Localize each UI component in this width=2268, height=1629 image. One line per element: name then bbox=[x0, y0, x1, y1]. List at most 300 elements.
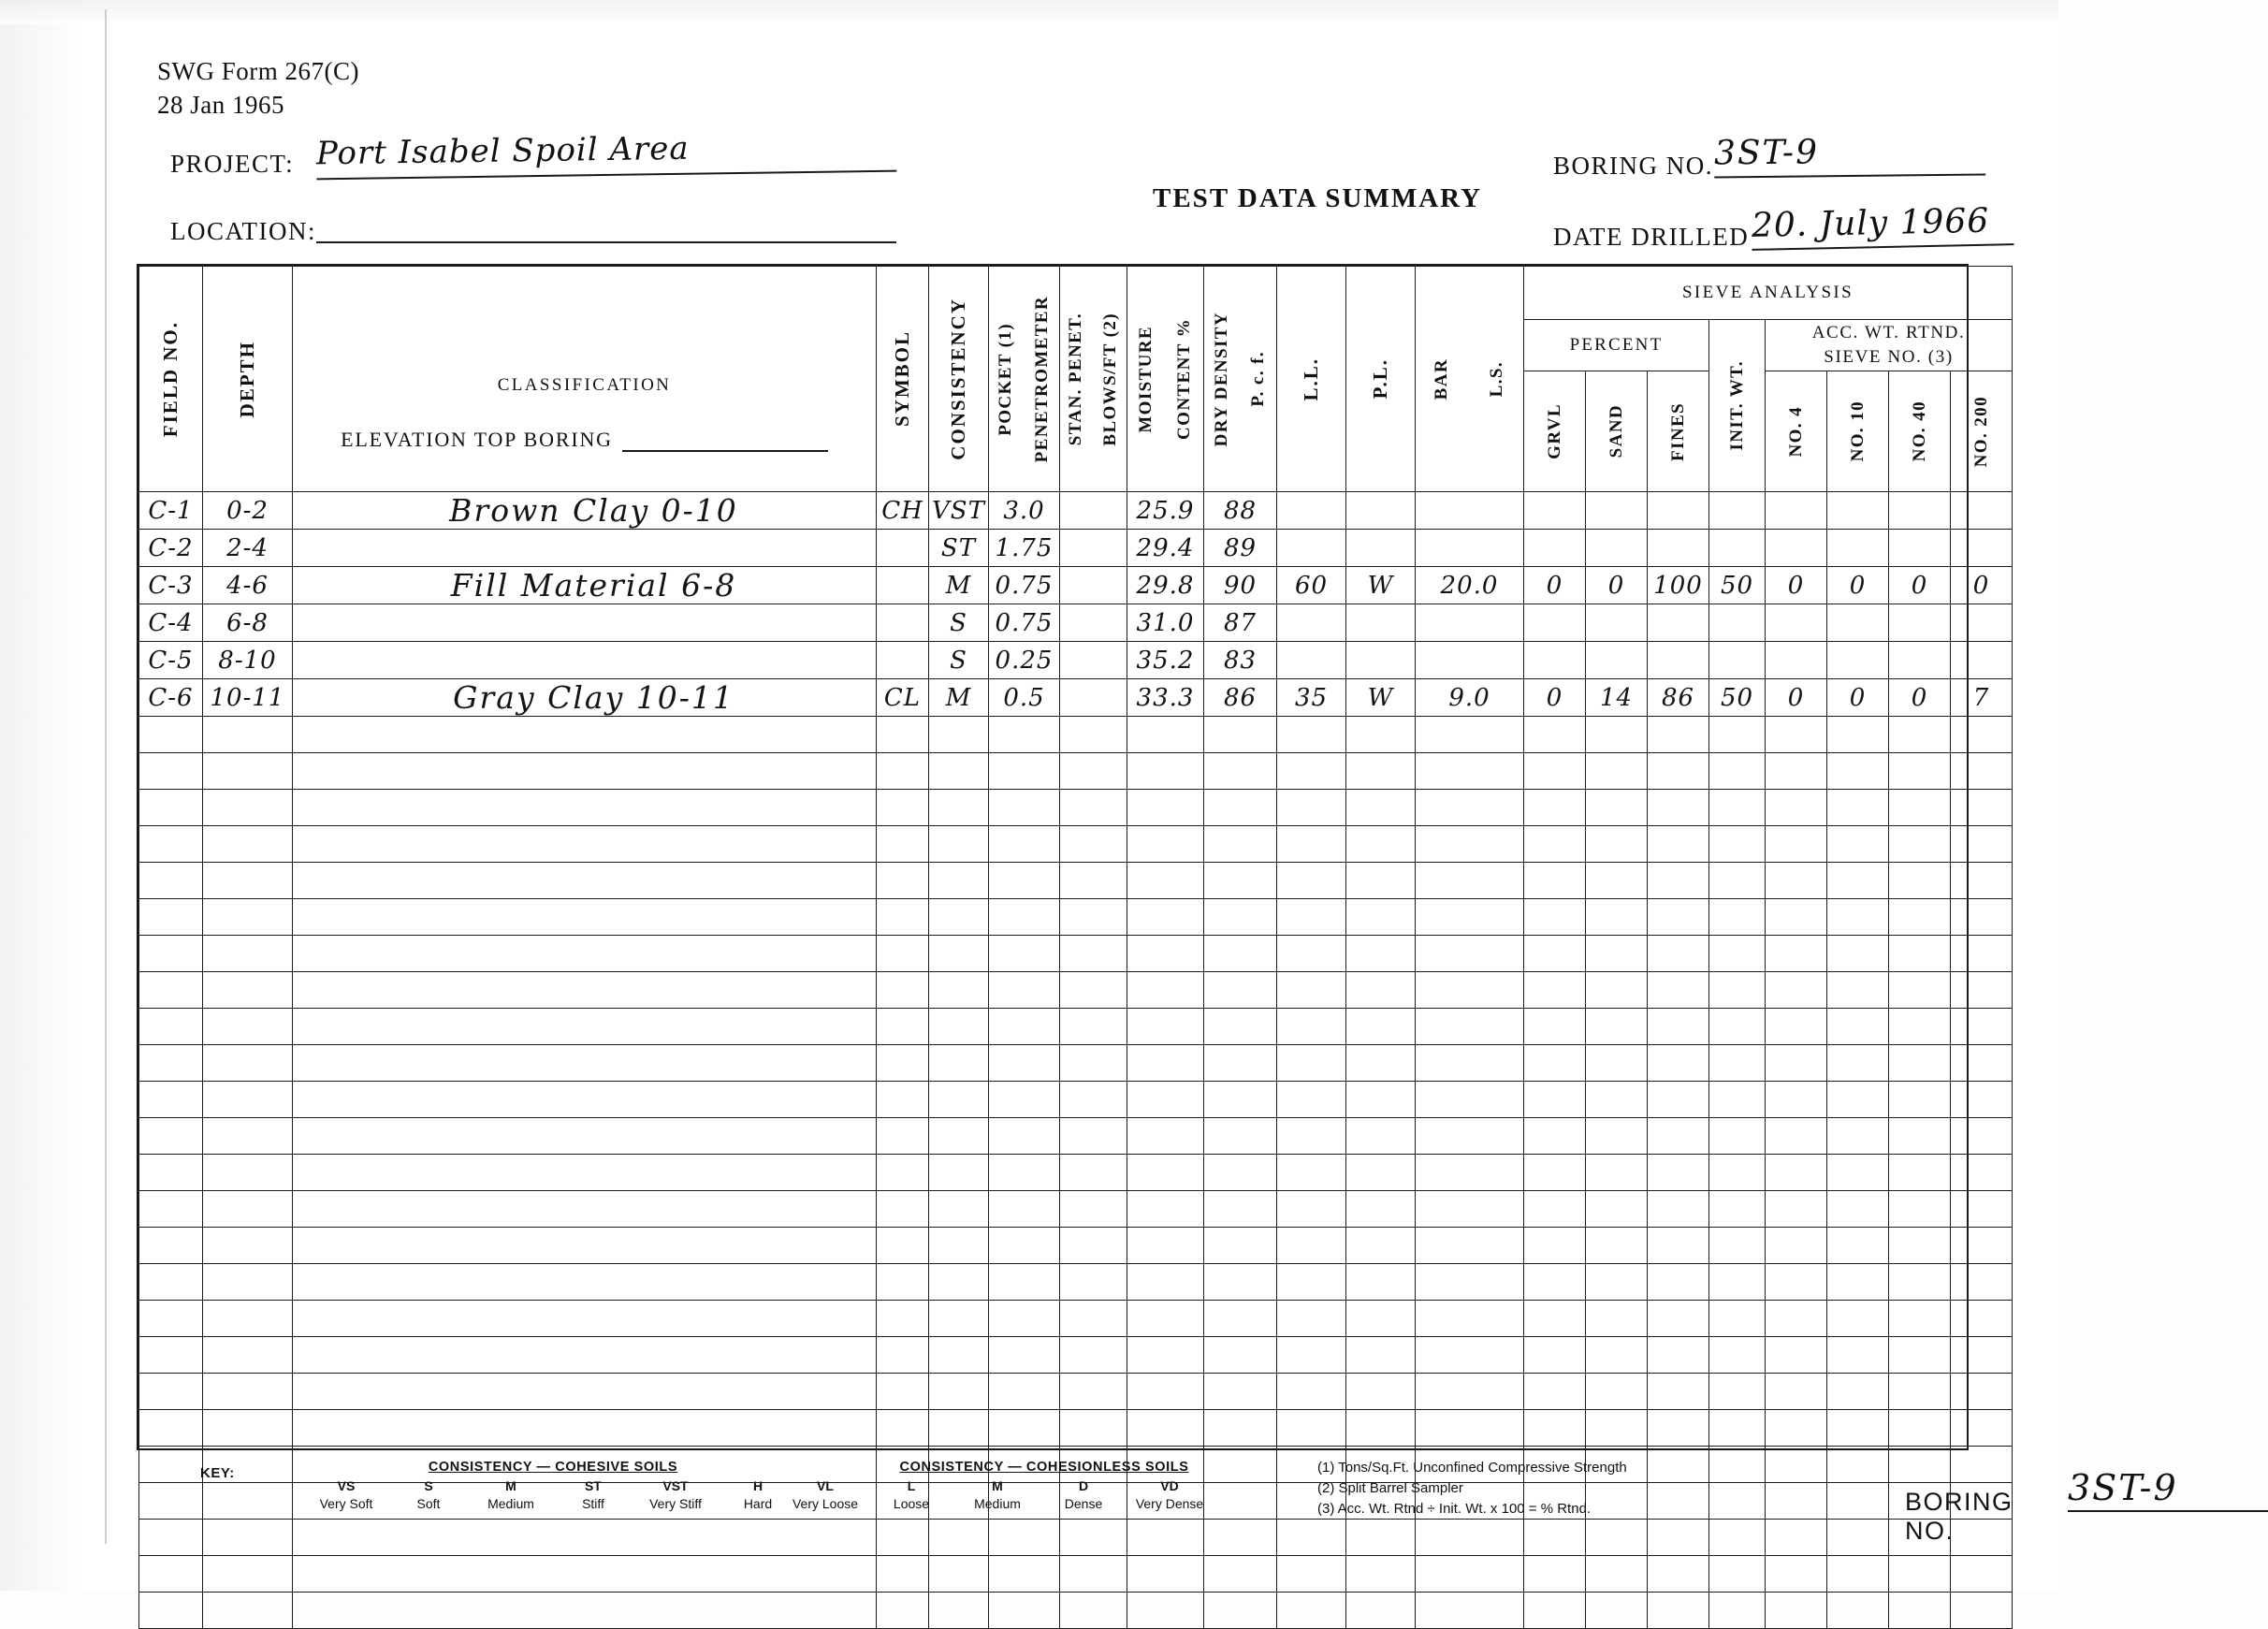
cell-empty bbox=[203, 1483, 293, 1520]
cell-empty bbox=[1127, 1556, 1204, 1593]
col-head-no-40-label: NO. 40 bbox=[1909, 400, 1929, 462]
cell-empty bbox=[1060, 1118, 1127, 1155]
cell-classification-value bbox=[575, 530, 594, 566]
cell-empty bbox=[1127, 1155, 1204, 1191]
cell-empty bbox=[1648, 826, 1709, 863]
cell-empty bbox=[1951, 1191, 2013, 1228]
cell-empty bbox=[989, 1337, 1060, 1374]
cell-empty bbox=[1524, 753, 1586, 790]
table-row bbox=[139, 642, 2013, 679]
cell-empty bbox=[1827, 1556, 1889, 1593]
cell-empty bbox=[1127, 1593, 1204, 1629]
cell-empty bbox=[1127, 1228, 1204, 1264]
cell-empty bbox=[1060, 753, 1127, 790]
cell-empty bbox=[989, 1264, 1060, 1301]
cell-plastic-limit bbox=[1346, 604, 1416, 642]
cell-empty bbox=[1766, 899, 1827, 936]
cell-empty bbox=[1889, 936, 1951, 972]
cell-empty bbox=[1127, 1264, 1204, 1301]
cell-empty bbox=[877, 972, 929, 1009]
table-row bbox=[139, 530, 2013, 567]
cell-empty bbox=[139, 1483, 203, 1520]
cell-empty bbox=[1204, 1191, 1277, 1228]
cell-empty bbox=[139, 1374, 203, 1410]
cell-empty bbox=[1827, 1374, 1889, 1410]
table-row-empty bbox=[139, 1410, 2013, 1447]
cell-empty bbox=[1060, 1009, 1127, 1045]
cell-empty bbox=[989, 1009, 1060, 1045]
cell-empty bbox=[929, 826, 989, 863]
cell-empty bbox=[1709, 1082, 1766, 1118]
cell-empty bbox=[1416, 1374, 1524, 1410]
cell-empty bbox=[203, 1301, 293, 1337]
form-number: SWG Form 267(C) bbox=[157, 57, 359, 85]
col-head-pocket-penetrometer bbox=[989, 267, 1060, 492]
cell-plastic-limit-value: W bbox=[1367, 571, 1394, 600]
col-head-liquid-limit bbox=[1277, 267, 1346, 492]
cell-empty bbox=[877, 1410, 929, 1447]
cell-empty bbox=[1060, 972, 1127, 1009]
cell-acc-no-4 bbox=[1766, 567, 1827, 604]
cell-field-no bbox=[139, 492, 203, 530]
cell-dry-density bbox=[1204, 642, 1277, 679]
cell-acc-no-40 bbox=[1889, 604, 1951, 642]
cell-empty bbox=[929, 1191, 989, 1228]
cell-empty bbox=[293, 1191, 877, 1228]
cell-empty bbox=[1060, 1593, 1127, 1629]
cell-acc-no-4 bbox=[1766, 530, 1827, 567]
cell-empty bbox=[293, 899, 877, 936]
cell-empty bbox=[989, 899, 1060, 936]
footer-boring-no-value: 3ST-9 bbox=[2068, 1467, 2268, 1512]
cell-empty bbox=[1416, 1045, 1524, 1082]
cell-depth bbox=[203, 492, 293, 530]
key-cohesive-title: CONSISTENCY — COHESIVE SOILS bbox=[428, 1460, 678, 1475]
cell-empty bbox=[1277, 1556, 1346, 1593]
cell-empty bbox=[1346, 1556, 1416, 1593]
cell-empty bbox=[1827, 1009, 1889, 1045]
col-head-no-10 bbox=[1827, 371, 1889, 492]
cell-empty bbox=[1766, 1045, 1827, 1082]
cell-empty bbox=[1766, 753, 1827, 790]
cell-empty bbox=[1346, 1520, 1416, 1556]
key-cohesive-term: Soft bbox=[416, 1496, 441, 1511]
cell-symbol bbox=[877, 604, 929, 642]
cell-empty bbox=[1951, 1556, 2013, 1593]
col-head-sand bbox=[1586, 371, 1648, 492]
key-cohesive-terms-row bbox=[305, 1496, 801, 1511]
form-id-block bbox=[157, 54, 359, 123]
cell-empty bbox=[877, 1228, 929, 1264]
cell-empty bbox=[877, 1556, 929, 1593]
cell-empty bbox=[139, 1155, 203, 1191]
cell-empty bbox=[1277, 790, 1346, 826]
cell-empty bbox=[1648, 1191, 1709, 1228]
cell-symbol bbox=[877, 567, 929, 604]
cell-empty bbox=[1416, 1520, 1524, 1556]
col-head-classification bbox=[293, 267, 877, 492]
col-head-moisture: MOISTURE bbox=[1135, 325, 1156, 433]
cell-empty bbox=[293, 717, 877, 753]
cell-empty bbox=[1586, 1191, 1648, 1228]
cell-empty bbox=[1766, 1228, 1827, 1264]
cell-symbol bbox=[877, 642, 929, 679]
cell-empty bbox=[929, 717, 989, 753]
cell-empty bbox=[989, 1082, 1060, 1118]
cell-empty bbox=[1648, 1374, 1709, 1410]
cell-acc-no-10-value: 0 bbox=[1849, 571, 1867, 600]
cell-empty bbox=[203, 899, 293, 936]
cell-acc-no-10 bbox=[1827, 604, 1889, 642]
cell-depth-value: 4-6 bbox=[226, 571, 269, 600]
cell-empty bbox=[877, 1155, 929, 1191]
cell-depth bbox=[203, 604, 293, 642]
table-row-empty bbox=[139, 1337, 2013, 1374]
table-row-empty bbox=[139, 1264, 2013, 1301]
cell-empty bbox=[929, 863, 989, 899]
key-cohesionless-title: CONSISTENCY — COHESIONLESS SOILS bbox=[899, 1460, 1189, 1475]
cell-empty bbox=[293, 1301, 877, 1337]
cell-empty bbox=[1951, 899, 2013, 936]
cell-empty bbox=[989, 1191, 1060, 1228]
cell-empty bbox=[1648, 1556, 1709, 1593]
key-cohesive-term: Stiff bbox=[582, 1496, 604, 1511]
cell-empty bbox=[1889, 1191, 1951, 1228]
col-head-pocket-line1: POCKET (1) bbox=[996, 322, 1016, 436]
cell-empty bbox=[929, 790, 989, 826]
elevation-blank-line bbox=[622, 431, 828, 452]
cell-empty bbox=[1060, 1374, 1127, 1410]
cell-empty bbox=[293, 1593, 877, 1629]
cell-empty bbox=[1204, 1410, 1277, 1447]
cell-empty bbox=[139, 1264, 203, 1301]
cell-empty bbox=[139, 972, 203, 1009]
cell-classification bbox=[293, 492, 877, 530]
cell-empty bbox=[1524, 1045, 1586, 1082]
cell-empty bbox=[1827, 1264, 1889, 1301]
cell-empty bbox=[1277, 753, 1346, 790]
cell-liquid-limit bbox=[1277, 679, 1346, 717]
cell-init-weight bbox=[1709, 679, 1766, 717]
cell-empty bbox=[989, 1556, 1060, 1593]
cell-moisture-content bbox=[1127, 567, 1204, 604]
cell-empty bbox=[1277, 1520, 1346, 1556]
cell-empty bbox=[203, 1374, 293, 1410]
cell-empty bbox=[1277, 826, 1346, 863]
cell-empty bbox=[989, 1118, 1060, 1155]
cell-empty bbox=[139, 790, 203, 826]
cell-consistency bbox=[929, 492, 989, 530]
boring-no-value: 3ST-9 bbox=[1714, 131, 1985, 178]
cell-empty bbox=[1766, 1520, 1827, 1556]
cell-empty bbox=[1524, 1082, 1586, 1118]
cell-empty bbox=[1709, 753, 1766, 790]
cell-empty bbox=[929, 1009, 989, 1045]
cell-acc-no-200 bbox=[1951, 604, 2013, 642]
cell-empty bbox=[1889, 753, 1951, 790]
cell-empty bbox=[1277, 1301, 1346, 1337]
cell-empty bbox=[293, 826, 877, 863]
cell-percent-fines bbox=[1648, 679, 1709, 717]
cell-empty bbox=[1277, 1264, 1346, 1301]
cell-blows-per-ft bbox=[1060, 530, 1127, 567]
cell-empty bbox=[1524, 1118, 1586, 1155]
cell-empty bbox=[1204, 1228, 1277, 1264]
cell-empty bbox=[1951, 753, 2013, 790]
cell-empty bbox=[1060, 1410, 1127, 1447]
cell-percent-sand bbox=[1586, 679, 1648, 717]
cell-empty bbox=[1127, 1118, 1204, 1155]
cell-empty bbox=[1766, 1410, 1827, 1447]
col-head-no-200 bbox=[1951, 371, 2013, 492]
cell-empty bbox=[139, 1118, 203, 1155]
col-head-bar-ls bbox=[1416, 267, 1524, 492]
col-head-pocket-line2: PENETROMETER bbox=[1031, 295, 1052, 463]
cell-empty bbox=[293, 1228, 877, 1264]
cell-empty bbox=[877, 1009, 929, 1045]
cell-empty bbox=[1951, 1337, 2013, 1374]
key-label: KEY: bbox=[200, 1465, 235, 1481]
key-cohesive-term: Very Soft bbox=[319, 1496, 373, 1511]
cell-empty bbox=[1416, 1301, 1524, 1337]
col-head-pl-label: P.L. bbox=[1369, 358, 1392, 400]
cell-empty bbox=[1416, 1009, 1524, 1045]
cell-empty bbox=[1951, 1082, 2013, 1118]
cell-plastic-limit bbox=[1346, 492, 1416, 530]
cell-empty bbox=[203, 972, 293, 1009]
cell-consistency-value: M bbox=[945, 571, 972, 600]
cell-empty bbox=[139, 1082, 203, 1118]
key-cohesionless-abbr: D bbox=[1078, 1478, 1089, 1493]
table-row bbox=[139, 679, 2013, 717]
cell-empty bbox=[139, 936, 203, 972]
table-row bbox=[139, 492, 2013, 530]
cell-empty bbox=[1951, 1447, 2013, 1483]
cell-empty bbox=[929, 936, 989, 972]
cell-empty bbox=[1204, 1155, 1277, 1191]
cell-empty bbox=[1648, 1593, 1709, 1629]
cell-empty bbox=[1889, 1410, 1951, 1447]
table-row-empty bbox=[139, 753, 2013, 790]
cell-acc-no-4 bbox=[1766, 642, 1827, 679]
key-cohesionless-term: Very Loose bbox=[792, 1496, 859, 1511]
cell-empty bbox=[203, 1191, 293, 1228]
cell-pocket-penetrometer-value: 0.25 bbox=[995, 646, 1054, 675]
cell-empty bbox=[139, 1301, 203, 1337]
cell-empty bbox=[1827, 1301, 1889, 1337]
cell-empty bbox=[1346, 790, 1416, 826]
cell-empty bbox=[1709, 1009, 1766, 1045]
cell-empty bbox=[929, 1520, 989, 1556]
col-head-fines-label: FINES bbox=[1667, 401, 1688, 461]
cell-depth bbox=[203, 530, 293, 567]
col-head-gravel bbox=[1524, 371, 1586, 492]
cell-empty bbox=[1648, 1009, 1709, 1045]
cell-field-no bbox=[139, 567, 203, 604]
cell-empty bbox=[1951, 863, 2013, 899]
cell-consistency bbox=[929, 679, 989, 717]
cell-consistency-value: S bbox=[950, 646, 967, 675]
cell-empty bbox=[989, 1520, 1060, 1556]
cell-symbol bbox=[877, 679, 929, 717]
cell-empty bbox=[1586, 1082, 1648, 1118]
table-row-empty bbox=[139, 1045, 2013, 1082]
cell-empty bbox=[1766, 1118, 1827, 1155]
cell-acc-no-200-value: 7 bbox=[1972, 683, 1990, 712]
cell-empty bbox=[1346, 863, 1416, 899]
table-row-empty bbox=[139, 1374, 2013, 1410]
cell-empty bbox=[1277, 899, 1346, 936]
cell-empty bbox=[139, 863, 203, 899]
cell-moisture-content bbox=[1127, 492, 1204, 530]
cell-empty bbox=[1277, 1410, 1346, 1447]
cell-symbol-value: CL bbox=[883, 683, 922, 712]
footnotes bbox=[1317, 1458, 1627, 1519]
cell-acc-no-4 bbox=[1766, 679, 1827, 717]
cell-empty bbox=[1416, 1228, 1524, 1264]
cell-empty bbox=[1648, 1301, 1709, 1337]
cell-empty bbox=[1524, 1410, 1586, 1447]
cell-empty bbox=[1889, 899, 1951, 936]
cell-empty bbox=[1346, 1082, 1416, 1118]
cell-percent-fines bbox=[1648, 530, 1709, 567]
cell-blows-per-ft bbox=[1060, 642, 1127, 679]
table-row-empty bbox=[139, 1009, 2013, 1045]
cell-empty bbox=[1889, 1228, 1951, 1264]
cell-empty bbox=[1524, 1228, 1586, 1264]
cell-blows-per-ft bbox=[1060, 567, 1127, 604]
cell-dry-density-value: 86 bbox=[1223, 683, 1258, 712]
cell-empty bbox=[1951, 1228, 2013, 1264]
cell-empty bbox=[293, 1155, 877, 1191]
cell-empty bbox=[1416, 1556, 1524, 1593]
cell-empty bbox=[139, 1556, 203, 1593]
cell-empty bbox=[1416, 972, 1524, 1009]
cell-empty bbox=[1127, 1337, 1204, 1374]
cell-empty bbox=[1586, 972, 1648, 1009]
cell-percent-fines-value: 86 bbox=[1661, 683, 1695, 712]
col-head-symbol-label: SYMBOL bbox=[891, 330, 914, 428]
table-row-empty bbox=[139, 972, 2013, 1009]
cell-empty bbox=[989, 717, 1060, 753]
cell-empty bbox=[1277, 1593, 1346, 1629]
cell-empty bbox=[1127, 1009, 1204, 1045]
cell-empty bbox=[1127, 826, 1204, 863]
cell-plastic-limit bbox=[1346, 679, 1416, 717]
cell-bar-ls bbox=[1416, 679, 1524, 717]
cell-empty bbox=[1346, 753, 1416, 790]
cell-empty bbox=[1346, 1009, 1416, 1045]
cell-empty bbox=[1060, 1301, 1127, 1337]
cell-empty bbox=[1346, 1155, 1416, 1191]
project-value: Port Isabel Spoil Area bbox=[316, 127, 897, 181]
cell-acc-no-40 bbox=[1889, 530, 1951, 567]
cell-plastic-limit-value: W bbox=[1367, 683, 1394, 712]
cell-empty bbox=[203, 1118, 293, 1155]
cell-dry-density-value: 89 bbox=[1223, 533, 1258, 562]
cell-empty bbox=[1524, 1191, 1586, 1228]
cell-acc-no-40 bbox=[1889, 642, 1951, 679]
cell-empty bbox=[929, 1374, 989, 1410]
cell-empty bbox=[1346, 717, 1416, 753]
cell-empty bbox=[877, 899, 929, 936]
table-row bbox=[139, 567, 2013, 604]
scan-edge-top bbox=[0, 0, 2058, 24]
cell-empty bbox=[929, 972, 989, 1009]
cell-consistency bbox=[929, 530, 989, 567]
table-row-empty bbox=[139, 1593, 2013, 1629]
cell-empty bbox=[1648, 972, 1709, 1009]
cell-empty bbox=[1524, 1301, 1586, 1337]
cell-empty bbox=[1277, 1228, 1346, 1264]
cell-empty bbox=[1827, 790, 1889, 826]
cell-empty bbox=[1416, 936, 1524, 972]
cell-acc-no-10 bbox=[1827, 642, 1889, 679]
cell-field-no-value: C-3 bbox=[148, 571, 194, 600]
cell-acc-no-10 bbox=[1827, 567, 1889, 604]
cell-empty bbox=[1204, 1556, 1277, 1593]
cell-empty bbox=[929, 1045, 989, 1082]
cell-plastic-limit bbox=[1346, 530, 1416, 567]
cell-empty bbox=[1416, 1082, 1524, 1118]
table-row-empty bbox=[139, 1191, 2013, 1228]
cell-empty bbox=[139, 1009, 203, 1045]
location-label: LOCATION: bbox=[170, 217, 316, 245]
cell-empty bbox=[1586, 717, 1648, 753]
cell-empty bbox=[1827, 1483, 1889, 1520]
cell-empty bbox=[293, 790, 877, 826]
cell-empty bbox=[1586, 1410, 1648, 1447]
cell-depth-value: 10-11 bbox=[210, 683, 285, 712]
cell-empty bbox=[877, 1082, 929, 1118]
cell-moisture-content-value: 33.3 bbox=[1136, 683, 1195, 712]
cell-acc-no-200 bbox=[1951, 679, 2013, 717]
cell-empty bbox=[1766, 1447, 1827, 1483]
cell-acc-no-40 bbox=[1889, 492, 1951, 530]
cell-field-no-value: C-2 bbox=[148, 533, 194, 562]
cell-empty bbox=[1127, 1082, 1204, 1118]
cell-empty bbox=[203, 863, 293, 899]
cell-empty bbox=[1709, 1264, 1766, 1301]
cell-empty bbox=[1827, 753, 1889, 790]
cell-dry-density-value: 87 bbox=[1223, 608, 1258, 637]
cell-empty bbox=[1709, 1447, 1766, 1483]
footer-boring-no-label: BORING NO. bbox=[1905, 1488, 2014, 1545]
location-value bbox=[316, 208, 896, 243]
cell-empty bbox=[877, 1264, 929, 1301]
cell-empty bbox=[1586, 753, 1648, 790]
cell-empty bbox=[1827, 1410, 1889, 1447]
cell-empty bbox=[1204, 826, 1277, 863]
cell-empty bbox=[877, 1593, 929, 1629]
cell-empty bbox=[1277, 863, 1346, 899]
col-head-acc-wt-rtnd bbox=[1766, 320, 2013, 371]
cell-moisture-content-value: 29.8 bbox=[1136, 571, 1195, 600]
cell-empty bbox=[1416, 826, 1524, 863]
cell-empty bbox=[989, 826, 1060, 863]
cell-empty bbox=[139, 1045, 203, 1082]
cell-empty bbox=[1346, 826, 1416, 863]
cell-classification bbox=[293, 567, 877, 604]
table-row-empty bbox=[139, 790, 2013, 826]
cell-consistency bbox=[929, 604, 989, 642]
cell-empty bbox=[1416, 1118, 1524, 1155]
cell-empty bbox=[139, 1520, 203, 1556]
cell-empty bbox=[1277, 1155, 1346, 1191]
cell-empty bbox=[1889, 1264, 1951, 1301]
col-head-moisture-content bbox=[1127, 267, 1204, 492]
cell-empty bbox=[877, 790, 929, 826]
